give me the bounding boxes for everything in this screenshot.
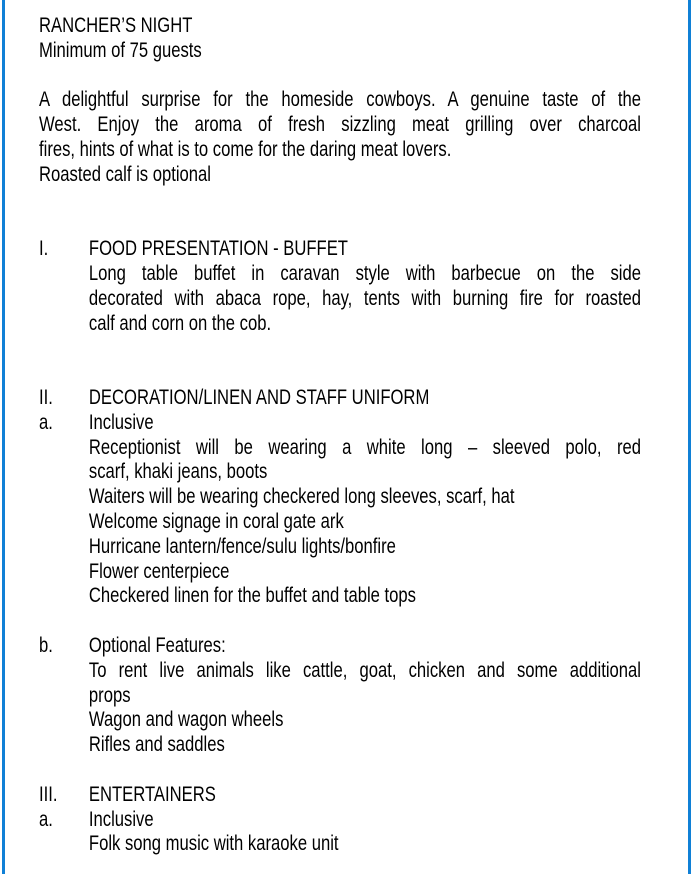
document-list-heading-line	[39, 237, 641, 262]
line-text: Optional Features:	[88, 633, 226, 657]
blank-line-spacer	[39, 64, 641, 89]
blank-line-spacer	[39, 188, 641, 238]
list-label: I.	[39, 237, 49, 261]
line-text: Inclusive	[88, 807, 154, 831]
line-text: DECORATION/LINEN AND STAFF UNIFORM	[88, 385, 430, 409]
document-list-heading-line	[39, 783, 641, 808]
list-label: b.	[39, 633, 53, 657]
line-text: Waiters will be wearing checkered long sleeves, scarf, hat	[88, 485, 515, 509]
document-line	[39, 312, 641, 337]
document-line	[39, 510, 641, 535]
line-text: Receptionist will be wearing a white long – sleeved polo, red	[88, 435, 641, 459]
line-text: FOOD PRESENTATION - BUFFET	[88, 237, 348, 261]
line-text: Long table buffet in caravan style with barbecue on the side	[88, 261, 641, 285]
list-label: III.	[39, 782, 58, 806]
document-line	[39, 560, 641, 585]
document-line	[39, 262, 641, 287]
document-line	[39, 659, 641, 684]
line-text: Wagon and wagon wheels	[88, 708, 284, 732]
line-text: Welcome signage in coral gate ark	[88, 509, 344, 533]
list-label: a.	[39, 410, 53, 434]
document-line	[39, 684, 641, 709]
document-line	[39, 832, 641, 857]
document-body	[39, 14, 641, 857]
line-text: fires, hints of what is to come for the daring meat lovers.	[39, 137, 452, 161]
page-border-right	[688, 0, 691, 874]
document-line	[39, 39, 641, 64]
document-line	[39, 535, 641, 560]
line-text: Rifles and saddles	[88, 733, 225, 757]
line-text: West. Enjoy the aroma of fresh sizzling meat grilling over charcoal	[39, 113, 641, 137]
line-text: props	[88, 683, 131, 707]
blank-line-spacer	[39, 336, 641, 386]
line-text: scarf, khaki jeans, boots	[88, 460, 268, 484]
document-line	[39, 436, 641, 461]
document-line	[39, 88, 641, 113]
line-text: Roasted calf is optional	[39, 162, 211, 186]
document-list-heading-line	[39, 808, 641, 833]
line-text: Checkered linen for the buffet and table tops	[88, 584, 416, 608]
document-line	[39, 14, 641, 39]
document-line	[39, 287, 641, 312]
document-line	[39, 138, 641, 163]
blank-line-spacer	[39, 758, 641, 783]
line-text: calf and corn on the cob.	[88, 311, 272, 335]
line-text: Hurricane lantern/fence/sulu lights/bonfire	[88, 534, 396, 558]
document-list-heading-line	[39, 411, 641, 436]
blank-line-spacer	[39, 609, 641, 634]
list-label: a.	[39, 807, 53, 831]
line-text: decorated with abaca rope, hay, tents with burning fire for roasted	[88, 286, 641, 310]
document-page	[39, 14, 641, 857]
document-line	[39, 485, 641, 510]
line-text: Flower centerpiece	[88, 559, 230, 583]
document-line	[39, 584, 641, 609]
line-text: Minimum of 75 guests	[39, 38, 202, 62]
line-text: Folk song music with karaoke unit	[88, 832, 339, 856]
document-list-heading-line	[39, 634, 641, 659]
document-line	[39, 113, 641, 138]
line-text: To rent live animals like cattle, goat, chicken and some additional	[88, 658, 641, 682]
document-list-heading-line	[39, 386, 641, 411]
line-text: ENTERTAINERS	[88, 782, 216, 806]
document-line	[39, 163, 641, 188]
document-line	[39, 708, 641, 733]
line-text: Inclusive	[88, 410, 154, 434]
document-line	[39, 733, 641, 758]
list-label: II.	[39, 385, 53, 409]
line-text: A delightful surprise for the homeside cowboys. A genuine taste of the	[39, 88, 641, 112]
document-line	[39, 460, 641, 485]
page-border-left	[2, 0, 5, 874]
line-text: RANCHER’S NIGHT	[39, 14, 193, 37]
